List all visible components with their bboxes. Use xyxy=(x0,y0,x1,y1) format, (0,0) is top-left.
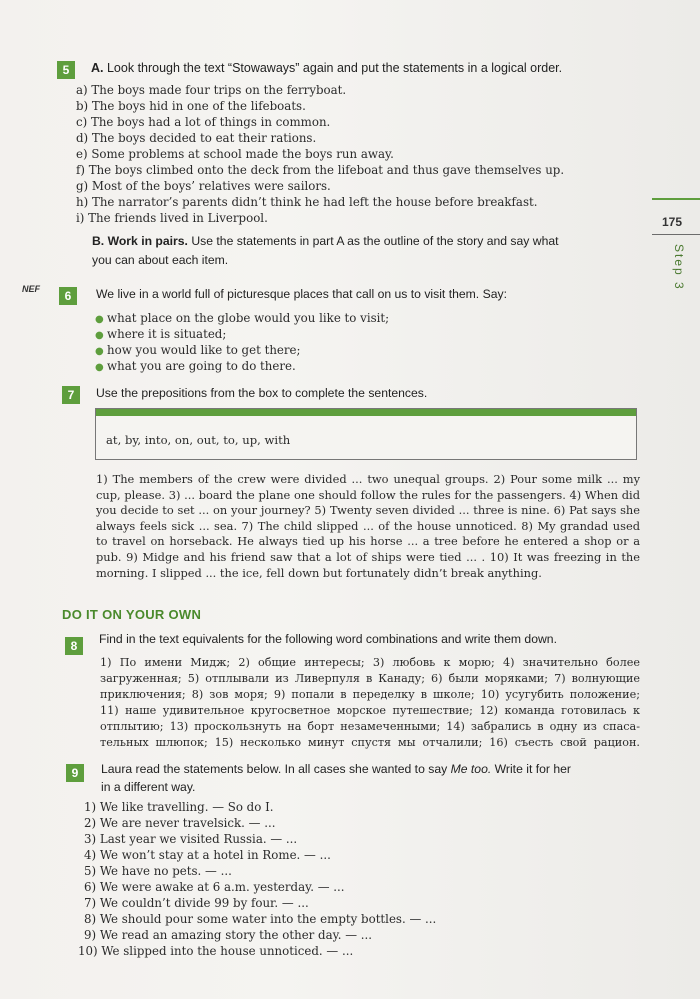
task-8-line: 11) наше удивительное кругосветное морское путешествие; 12) команда готовилась к xyxy=(100,704,640,717)
task-9-item: 9) We read an amazing story the other day. — ... xyxy=(84,928,373,942)
task-9-item: 5) We have no pets. — ... xyxy=(84,864,232,878)
bullet-icon: ● xyxy=(95,346,104,357)
task-6-bullet xyxy=(95,327,226,344)
task-5-part-a-label: A. xyxy=(91,61,104,75)
task-7-line: 1) The members of the crew were divided ... two unequal groups. 2) Pour some milk ... my xyxy=(96,472,640,486)
side-tab-top-rule xyxy=(652,198,700,200)
statement-f: f) The boys climbed onto the deck from the lifeboat and thus gave themselves up. xyxy=(76,163,565,177)
task-5-part-b-line2: you can about each item. xyxy=(92,253,229,267)
task-9-item: 8) We should pour some water into the empty bottles. — ... xyxy=(84,912,437,926)
task-9-item: 3) Last year we visited Russia. — ... xyxy=(84,832,298,846)
task-9-item: 1) We like travelling. — So do I. xyxy=(84,800,274,814)
bullet-icon: ● xyxy=(95,362,104,373)
task-7-line: pub. 9) Midge and his friend saw that a lot of ships were tied ... . 10) It was freezing in the xyxy=(96,549,640,564)
task-8-word-combinations xyxy=(100,655,640,751)
section-heading: DO IT ON YOUR OWN xyxy=(62,607,202,622)
task-9-item: 2) We are never travelsick. — ... xyxy=(84,816,276,830)
task-5-number: 5 xyxy=(57,61,75,79)
task-9-title-italic: Me too. xyxy=(450,762,492,776)
prepositions-list: at, by, into, on, out, to, up, with xyxy=(106,433,291,447)
task-9-item: 10) We slipped into the house unnoticed. — ... xyxy=(78,944,354,958)
nef-label: NEF xyxy=(22,284,40,294)
prepositions-box xyxy=(95,408,637,460)
task-8-line: приключения; 8) зов моря; 9) попали в переделку в школе; 10) усугубить положение; xyxy=(100,688,640,701)
task-9-title xyxy=(101,762,571,776)
task-7-line: morning. I slipped ... the ice, fell down but fortunately didn’t break anything. xyxy=(96,565,542,580)
task-5-part-b xyxy=(92,234,559,248)
task-8-line: отплытию; 13) проскользнуть на борт незамеченными; 14) забрались в одну из спаса- xyxy=(100,720,640,733)
bullet-icon: ● xyxy=(95,314,104,325)
statement-d: d) The boys decided to eat their rations. xyxy=(76,131,317,145)
page-number: 175 xyxy=(661,215,683,229)
statement-e: e) Some problems at school made the boys run away. xyxy=(76,147,394,161)
task-9-item: 6) We were awake at 6 a.m. yesterday. — ... xyxy=(84,880,345,894)
statement-h: h) The narrator’s parents didn’t think he had left the house before breakfast. xyxy=(76,195,538,209)
task-6-bullet xyxy=(95,311,389,328)
task-8-title: Find in the text equivalents for the following word combinations and write them down. xyxy=(99,632,557,646)
task-5-part-b-text: Use the statements in part A as the outline of the story and say what xyxy=(191,234,559,248)
side-tab-divider xyxy=(652,234,700,235)
task-8-line: загруженная; 5) отплывали из Ливерпуля в Канаду; 6) были моряками; 7) волнующие xyxy=(100,672,640,685)
task-8-line: тельных шлюпок; 15) несколько минут спустя мы отчалили; 16) съесть свой рацион. xyxy=(100,736,640,749)
task-7-line: cup, please. 3) ... board the plane one should follow the rules for the passengers. 4) When did xyxy=(96,487,640,502)
task-8-number: 8 xyxy=(65,637,83,655)
task-7-title: Use the prepositions from the box to complete the sentences. xyxy=(96,386,428,400)
task-5-part-b-bold: Work in pairs. xyxy=(107,234,188,248)
task-6-title: We live in a world full of picturesque places that call on us to visit them. Say: xyxy=(96,287,507,301)
task-9-title-line2: in a different way. xyxy=(101,780,196,794)
task-9-item: 4) We won’t stay at a hotel in Rome. — ... xyxy=(84,848,331,862)
task-5-title xyxy=(91,61,562,75)
bullet-text: what place on the globe would you like to visit; xyxy=(107,311,390,325)
task-6-bullet xyxy=(95,343,301,360)
statement-c: c) The boys had a lot of things in common. xyxy=(76,115,331,129)
bullet-text: where it is situated; xyxy=(107,327,227,341)
task-6-number: 6 xyxy=(59,287,77,305)
statement-b: b) The boys hid in one of the lifeboats. xyxy=(76,99,306,113)
task-7-line: always feels sick ... sea. 7) The child slipped ... of the house unnoticed. 8) My grandad used xyxy=(96,518,640,533)
task-5-part-b-label: B. xyxy=(92,234,105,248)
statement-a: a) The boys made four trips on the ferryboat. xyxy=(76,83,347,97)
task-5-title-text: Look through the text “Stowaways” again and put the statements in a logical order. xyxy=(106,61,563,75)
bullet-text: how you would like to get there; xyxy=(107,343,301,357)
step-label: Step 3 xyxy=(672,244,686,291)
task-8-line: 1) По имени Мидж; 2) общие интересы; 3) любовь к морю; 4) значительно более xyxy=(100,656,640,669)
bullet-icon: ● xyxy=(95,330,104,341)
bullet-text: what you are going to do there. xyxy=(107,359,296,373)
statement-i: i) The friends lived in Liverpool. xyxy=(76,211,268,225)
task-7-number: 7 xyxy=(62,386,80,404)
task-7-line: to travel on horseback. He always tied up his horse ... a tree before he entered a shop or a xyxy=(96,534,640,549)
task-9-title-text: Laura read the statements below. In all cases she wanted to say xyxy=(101,762,451,776)
prepositions-box-bar xyxy=(96,409,636,416)
task-9-number: 9 xyxy=(66,764,84,782)
task-9-item: 7) We couldn’t divide 99 by four. — ... xyxy=(84,896,309,910)
task-7-line: you decide to set ... on your journey? 5) Twenty seven divided ... three is nine. 6) Pat says she xyxy=(96,503,640,518)
statement-g: g) Most of the boys’ relatives were sailors. xyxy=(76,179,331,193)
task-9-title-after: Write it for her xyxy=(491,762,571,776)
task-7-sentences xyxy=(96,472,640,581)
task-6-bullet xyxy=(95,359,296,376)
